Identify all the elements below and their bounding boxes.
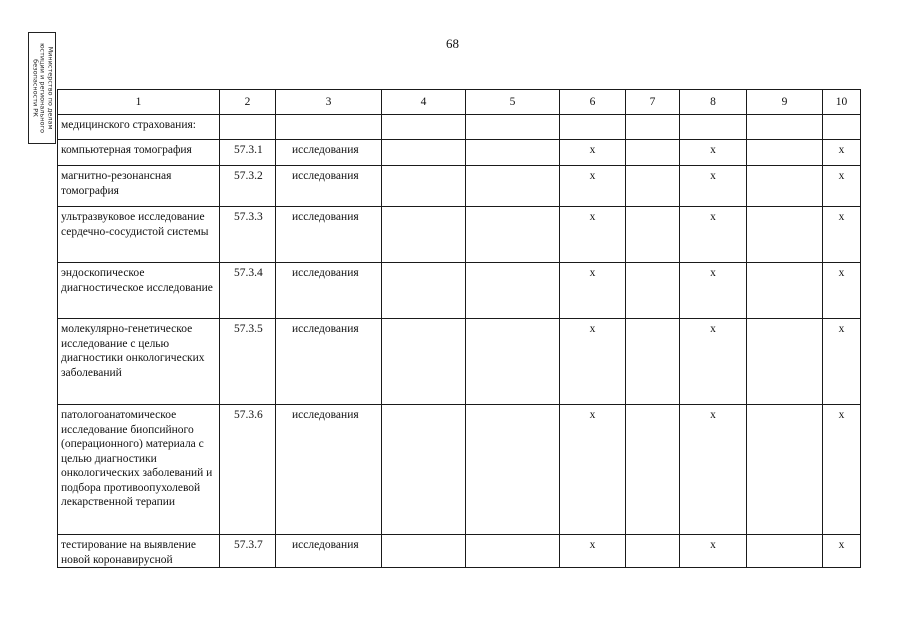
- cell-col-8: x: [680, 263, 747, 319]
- header-row: [58, 90, 861, 115]
- cell-col-7: [626, 140, 680, 166]
- cell-col-7: [626, 166, 680, 207]
- cell-col-9: [747, 140, 823, 166]
- unit-of-measure: исследования: [276, 405, 382, 535]
- cell-col-9: [747, 207, 823, 263]
- cell-col-4: [382, 535, 466, 568]
- column-header: 4: [382, 90, 466, 115]
- cell-col-9: [747, 535, 823, 568]
- registration-stamp: [28, 32, 56, 144]
- table-cell: [276, 115, 382, 140]
- cell-col-10: x: [823, 535, 861, 568]
- cell-col-8: x: [680, 207, 747, 263]
- service-code: 57.3.5: [220, 319, 276, 405]
- cell-col-7: [626, 207, 680, 263]
- table-cell: [220, 115, 276, 140]
- cell-col-5: [466, 140, 560, 166]
- table-cell: [680, 115, 747, 140]
- service-name: магнитно-резонансная томография: [58, 166, 220, 207]
- service-code: 57.3.3: [220, 207, 276, 263]
- cell-col-9: [747, 166, 823, 207]
- cell-col-4: [382, 207, 466, 263]
- service-code: 57.3.7: [220, 535, 276, 568]
- cell-col-8: x: [680, 535, 747, 568]
- column-header: 1: [58, 90, 220, 115]
- cell-col-4: [382, 166, 466, 207]
- service-name: молекулярно-генетическое исследование с целью диагностики онкологических заболеваний: [58, 319, 220, 405]
- cell-col-6: x: [560, 319, 626, 405]
- table-row: [58, 319, 861, 405]
- table-row: [58, 140, 861, 166]
- service-name: эндоскопическое диагностическое исследование: [58, 263, 220, 319]
- stamp-text: Министерство по делам юстиции и регионального безопасности РК: [31, 43, 55, 133]
- table-row: [58, 166, 861, 207]
- cell-col-7: [626, 319, 680, 405]
- cell-col-5: [466, 319, 560, 405]
- cell-col-9: [747, 405, 823, 535]
- cell-col-6: x: [560, 263, 626, 319]
- continuation-text: медицинского страхования:: [58, 115, 220, 140]
- cell-col-10: x: [823, 263, 861, 319]
- table-cell: [382, 115, 466, 140]
- service-code: 57.3.4: [220, 263, 276, 319]
- page-number: 68: [446, 36, 459, 51]
- cell-col-5: [466, 535, 560, 568]
- cell-col-6: x: [560, 140, 626, 166]
- continuation-row: [58, 115, 861, 140]
- unit-of-measure: исследования: [276, 166, 382, 207]
- services-table: [57, 89, 861, 568]
- cell-col-5: [466, 405, 560, 535]
- cell-col-5: [466, 166, 560, 207]
- column-header: 3: [276, 90, 382, 115]
- cell-col-5: [466, 207, 560, 263]
- table-row: [58, 405, 861, 535]
- cell-col-6: x: [560, 535, 626, 568]
- table-cell: [626, 115, 680, 140]
- unit-of-measure: исследования: [276, 535, 382, 568]
- cell-col-8: x: [680, 319, 747, 405]
- unit-of-measure: исследования: [276, 140, 382, 166]
- table-cell: [823, 115, 861, 140]
- service-code: 57.3.2: [220, 166, 276, 207]
- cell-col-4: [382, 263, 466, 319]
- cell-col-10: x: [823, 319, 861, 405]
- cell-col-9: [747, 263, 823, 319]
- cell-col-4: [382, 405, 466, 535]
- service-name: ультразвуковое исследование сердечно-сосудистой системы: [58, 207, 220, 263]
- service-name: патологоанатомическое исследование биопсийного (операционного) материала с целью диагностики онкологических заболеваний и подбора противоопухолевой лекарственной терапии: [58, 405, 220, 535]
- cell-col-7: [626, 263, 680, 319]
- cell-col-6: x: [560, 166, 626, 207]
- cell-col-9: [747, 319, 823, 405]
- column-header: 9: [747, 90, 823, 115]
- unit-of-measure: исследования: [276, 207, 382, 263]
- table-row: [58, 535, 861, 568]
- service-code: 57.3.1: [220, 140, 276, 166]
- table-cell: [466, 115, 560, 140]
- table-row: [58, 263, 861, 319]
- column-header: 8: [680, 90, 747, 115]
- service-name: компьютерная томография: [58, 140, 220, 166]
- cell-col-8: x: [680, 166, 747, 207]
- cell-col-6: x: [560, 405, 626, 535]
- column-header: 6: [560, 90, 626, 115]
- cell-col-7: [626, 535, 680, 568]
- cell-col-8: x: [680, 140, 747, 166]
- table-cell: [560, 115, 626, 140]
- table-cell: [747, 115, 823, 140]
- service-name: тестирование на выявление новой коронавирусной: [58, 535, 220, 568]
- table-row: [58, 207, 861, 263]
- cell-col-10: x: [823, 140, 861, 166]
- cell-col-10: x: [823, 207, 861, 263]
- column-header: 7: [626, 90, 680, 115]
- cell-col-4: [382, 140, 466, 166]
- column-header: 5: [466, 90, 560, 115]
- column-header: 10: [823, 90, 861, 115]
- cell-col-5: [466, 263, 560, 319]
- cell-col-6: x: [560, 207, 626, 263]
- unit-of-measure: исследования: [276, 263, 382, 319]
- column-header: 2: [220, 90, 276, 115]
- cell-col-10: x: [823, 166, 861, 207]
- cell-col-7: [626, 405, 680, 535]
- cell-col-8: x: [680, 405, 747, 535]
- service-code: 57.3.6: [220, 405, 276, 535]
- cell-col-10: x: [823, 405, 861, 535]
- unit-of-measure: исследования: [276, 319, 382, 405]
- cell-col-4: [382, 319, 466, 405]
